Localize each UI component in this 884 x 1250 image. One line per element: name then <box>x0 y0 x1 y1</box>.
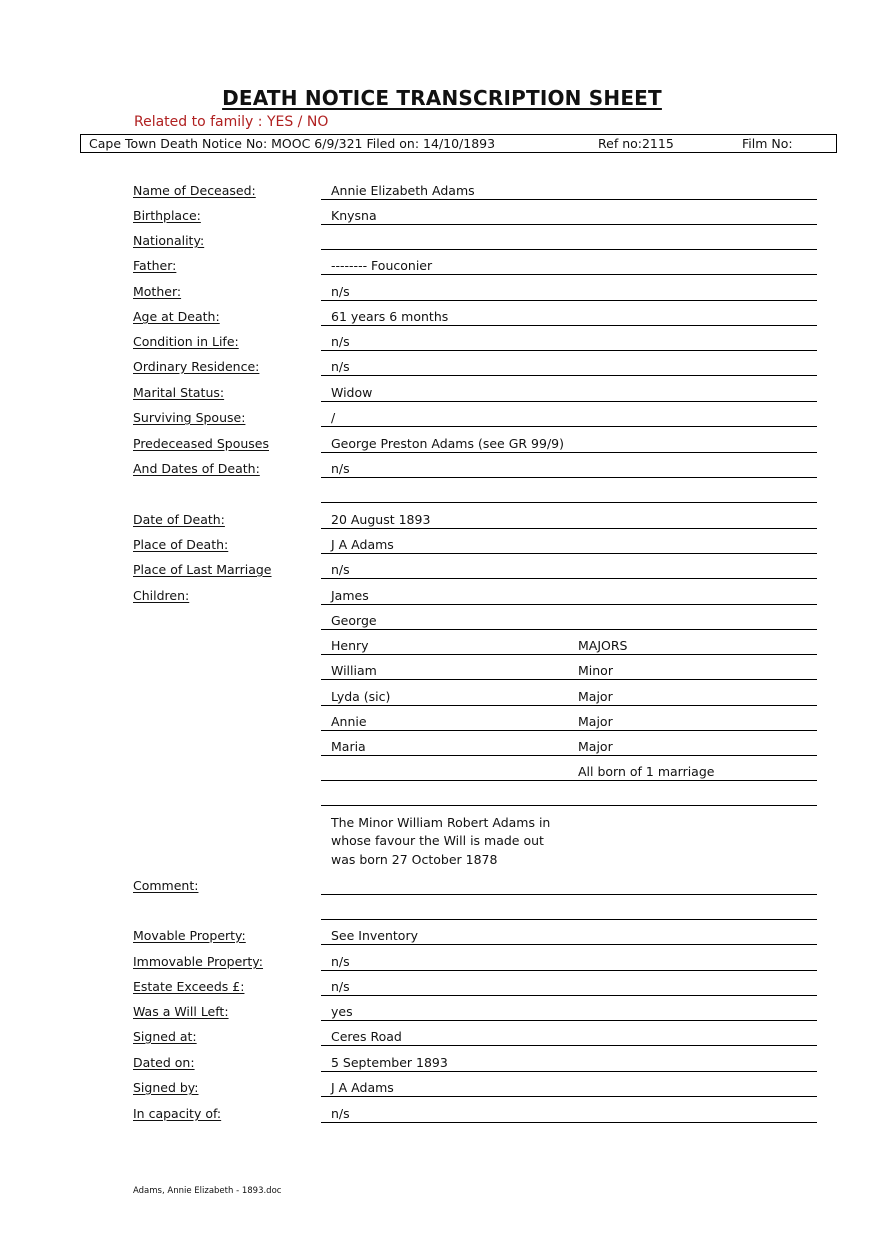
child-status: Major <box>578 689 613 704</box>
value-movable-property: See Inventory <box>331 928 418 943</box>
line-immovable-property <box>321 970 817 971</box>
label-date-of-death: Date of Death: <box>133 512 225 527</box>
value-predeceased-spouses: George Preston Adams (see GR 99/9) <box>331 436 564 451</box>
label-comment: Comment: <box>133 878 199 893</box>
footer-filename: Adams, Annie Elizabeth - 1893.doc <box>133 1186 282 1196</box>
value-mother: n/s <box>331 284 350 299</box>
label-dates-of-death: And Dates of Death: <box>133 461 260 476</box>
value-will-left: yes <box>331 1004 353 1019</box>
comment-line: whose favour the Will is made out <box>331 833 544 848</box>
child-name: Lyda (sic) <box>331 689 391 704</box>
label-signed-at: Signed at: <box>133 1029 197 1044</box>
line-dated-on <box>321 1071 817 1072</box>
child-name: Henry <box>331 638 369 653</box>
death-notice-number: Cape Town Death Notice No: MOOC 6/9/321 Filed on: 14/10/1893 <box>89 136 496 151</box>
line-place-of-last-marriage <box>321 578 817 579</box>
line-condition-in-life <box>321 350 817 351</box>
value-ordinary-residence: n/s <box>331 359 350 374</box>
related-to-family: Related to family : YES / NO <box>134 114 329 130</box>
film-number: Film No: <box>742 136 793 151</box>
line-nationality <box>321 249 817 250</box>
label-age-at-death: Age at Death: <box>133 309 220 324</box>
label-mother: Mother: <box>133 284 182 299</box>
label-predeceased-spouses: Predeceased Spouses <box>133 436 269 451</box>
label-dated-on: Dated on: <box>133 1055 195 1070</box>
line-blank-2 <box>321 805 817 806</box>
label-place-of-last-marriage: Place of Last Marriage <box>133 562 272 577</box>
line-blank-1 <box>321 502 817 503</box>
label-marital-status: Marital Status: <box>133 385 225 400</box>
label-children: Children: <box>133 588 190 603</box>
comment-line: was born 27 October 1878 <box>331 852 498 867</box>
child-status: MAJORS <box>578 638 628 653</box>
value-marital-status: Widow <box>331 385 373 400</box>
value-dated-on: 5 September 1893 <box>331 1055 448 1070</box>
label-birthplace: Birthplace: <box>133 208 201 223</box>
value-surviving-spouse: / <box>331 410 336 425</box>
page-title: DEATH NOTICE TRANSCRIPTION SHEET <box>222 86 662 110</box>
child-status: Major <box>578 714 613 729</box>
line-predeceased-spouses <box>321 452 817 453</box>
label-estate-exceeds: Estate Exceeds £: <box>133 979 245 994</box>
comment-line: The Minor William Robert Adams in <box>331 815 551 830</box>
label-nationality: Nationality: <box>133 233 205 248</box>
line-signed-at <box>321 1045 817 1046</box>
value-in-capacity-of: n/s <box>331 1106 350 1121</box>
line-marital-status <box>321 401 817 402</box>
line-will-left <box>321 1020 817 1021</box>
line-age-at-death <box>321 325 817 326</box>
line-child <box>321 730 817 731</box>
line-mother <box>321 300 817 301</box>
label-immovable-property: Immovable Property: <box>133 954 264 969</box>
value-date-of-death: 20 August 1893 <box>331 512 431 527</box>
line-father <box>321 274 817 275</box>
child-status: Major <box>578 739 613 754</box>
child-status: All born of 1 marriage <box>578 764 715 779</box>
line-name-of-deceased <box>321 199 817 200</box>
child-name: Annie <box>331 714 367 729</box>
line-comment <box>321 894 817 895</box>
label-will-left: Was a Will Left: <box>133 1004 229 1019</box>
child-name: William <box>331 663 377 678</box>
child-name: James <box>331 588 369 603</box>
line-blank-3 <box>321 919 817 920</box>
reference-box <box>80 134 837 153</box>
value-signed-by: J A Adams <box>331 1080 394 1095</box>
value-place-of-last-marriage: n/s <box>331 562 350 577</box>
value-age-at-death: 61 years 6 months <box>331 309 449 324</box>
label-in-capacity-of: In capacity of: <box>133 1106 222 1121</box>
line-movable-property <box>321 944 817 945</box>
value-signed-at: Ceres Road <box>331 1029 402 1044</box>
line-child <box>321 705 817 706</box>
line-birthplace <box>321 224 817 225</box>
line-child <box>321 780 817 781</box>
label-movable-property: Movable Property: <box>133 928 246 943</box>
line-place-of-death <box>321 553 817 554</box>
line-estate-exceeds <box>321 995 817 996</box>
label-name-of-deceased: Name of Deceased: <box>133 183 256 198</box>
label-signed-by: Signed by: <box>133 1080 199 1095</box>
value-birthplace: Knysna <box>331 208 377 223</box>
line-date-of-death <box>321 528 817 529</box>
value-place-of-death: J A Adams <box>331 537 394 552</box>
child-status: Minor <box>578 663 613 678</box>
label-condition-in-life: Condition in Life: <box>133 334 239 349</box>
line-surviving-spouse <box>321 426 817 427</box>
value-estate-exceeds: n/s <box>331 979 350 994</box>
line-child <box>321 629 817 630</box>
label-father: Father: <box>133 258 177 273</box>
line-signed-by <box>321 1096 817 1097</box>
value-immovable-property: n/s <box>331 954 350 969</box>
line-child <box>321 654 817 655</box>
child-name: Maria <box>331 739 366 754</box>
line-child <box>321 679 817 680</box>
child-name: George <box>331 613 377 628</box>
line-child <box>321 604 817 605</box>
line-ordinary-residence <box>321 375 817 376</box>
line-child <box>321 755 817 756</box>
line-in-capacity-of <box>321 1122 817 1123</box>
value-name-of-deceased: Annie Elizabeth Adams <box>331 183 475 198</box>
ref-number: Ref no:2115 <box>598 136 674 151</box>
label-place-of-death: Place of Death: <box>133 537 229 552</box>
value-dates-of-death: n/s <box>331 461 350 476</box>
line-dates-of-death <box>321 477 817 478</box>
value-father: -------- Fouconier <box>331 258 433 273</box>
label-surviving-spouse: Surviving Spouse: <box>133 410 246 425</box>
value-condition-in-life: n/s <box>331 334 350 349</box>
label-ordinary-residence: Ordinary Residence: <box>133 359 260 374</box>
